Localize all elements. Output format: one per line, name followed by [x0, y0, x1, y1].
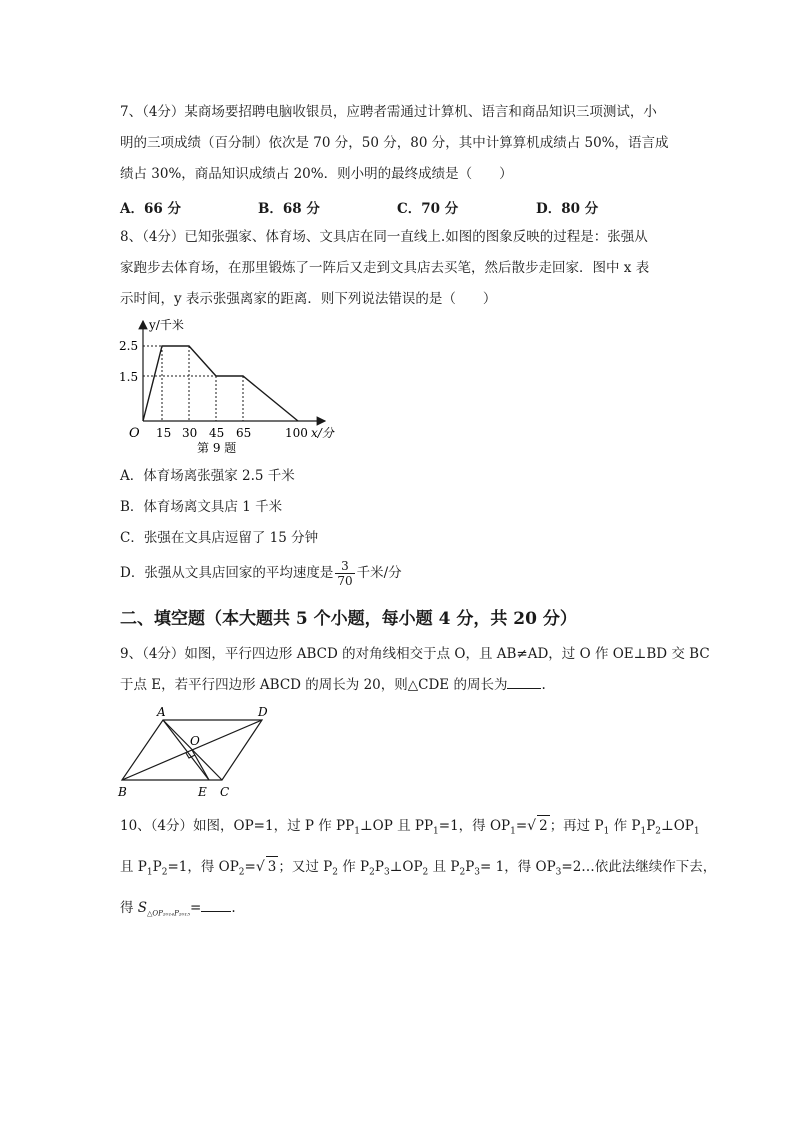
area-symbol: S: [137, 900, 148, 916]
label-d: D: [258, 705, 268, 719]
q10-sub: 1: [603, 826, 610, 837]
label-o: O: [190, 734, 200, 748]
q8-option-d-suffix: 千米/分: [356, 565, 402, 581]
q10-text: 且 P: [428, 859, 460, 875]
q9-line-2-text: 于点 E，若平行四边形 ABCD 的周长为 20，则△CDE 的周长为: [120, 677, 508, 693]
q10-text: =: [190, 900, 202, 916]
q8-option-a[interactable]: A．体育场离张强家 2.5 千米: [120, 468, 295, 484]
q10-text: P: [152, 859, 162, 875]
x-tick-45: 45: [209, 426, 225, 440]
q10-sub: 1: [146, 867, 153, 878]
q7-option-a[interactable]: A．66 分: [120, 201, 181, 217]
q10-text: .: [231, 900, 236, 916]
parallelogram-figure: [112, 703, 282, 801]
q10-line-1: [120, 815, 700, 842]
distance-time-graph: [115, 313, 355, 458]
q10-sub: 1: [693, 826, 700, 837]
x-axis-label: x/分: [311, 426, 334, 440]
x-tick-65: 65: [236, 426, 252, 440]
q10-text: ；再过 P: [549, 818, 604, 834]
q7-line-3: 绩占 30%，商品知识成绩占 20%．则小明的最终成绩是（ ）: [120, 166, 513, 182]
x-tick-30: 30: [182, 426, 198, 440]
y-axis-label: y/千米: [149, 318, 184, 332]
q10-sub: 2: [655, 826, 662, 837]
q8-option-c[interactable]: C．张强在文具店逗留了 15 分钟: [120, 530, 319, 546]
q10-text: =1，得 OP: [438, 818, 511, 834]
q10-sub: 1: [354, 826, 360, 837]
q7-option-b[interactable]: B．68 分: [258, 201, 320, 217]
q9-line-2: [120, 677, 546, 693]
sqrt-sign: √: [255, 859, 265, 875]
label-b: B: [118, 785, 127, 799]
q10-text: ⊥OP: [389, 859, 423, 875]
sqrt-3: 3: [266, 856, 279, 877]
q10-sub: 2: [238, 867, 245, 878]
q9-line-1: 9、（4分）如图，平行四边形 ABCD 的对角线相交于点 O，且 AB≠AD，过 O 作 OE⊥BD 交 BC: [120, 646, 710, 662]
q8-option-d-prefix: D．张强从文具店回家的平均速度是: [120, 565, 334, 581]
x-tick-15: 15: [156, 426, 172, 440]
q10-text: ⊥OP 且 PP: [359, 818, 434, 834]
q10-text: 得: [120, 900, 138, 916]
q10-sub: 3: [383, 867, 390, 878]
q10-sub: 2: [422, 867, 429, 878]
y-tick-1-5: 1.5: [119, 370, 139, 384]
q10-text: = 1，得 OP: [480, 859, 556, 875]
fraction-numerator: 3: [335, 559, 354, 574]
q10-text: ⊥OP: [661, 818, 694, 834]
q8-option-b[interactable]: B．体育场离文具店 1 千米: [120, 499, 283, 515]
label-e: E: [198, 785, 207, 799]
guide-lines: [143, 346, 298, 421]
y-tick-2-5: 2.5: [119, 339, 139, 353]
q10-text: P: [374, 859, 384, 875]
q7-option-c[interactable]: C．70 分: [397, 201, 459, 217]
fraction-denominator: 70: [337, 574, 353, 588]
q8-line-2: 家跑步去体育场，在那里锻炼了一阵后又走到文具店去买笔，然后散步走回家．图中 x 表: [120, 260, 650, 276]
q8-line-1: 8、（4分）已知张强家、体育场、文具店在同一直线上.如图的图象反映的过程是：张强从: [120, 229, 648, 245]
q10-text: =: [515, 818, 528, 834]
q10-text: 且 P: [120, 859, 147, 875]
sqrt-2: 2: [537, 815, 550, 836]
q8-line-3: 示时间，y 表示张强离家的距离．则下列说法错误的是（ ）: [120, 291, 497, 307]
q10-answer-blank[interactable]: [201, 901, 231, 912]
area-subscript: △OP₂₀₁₄P₂₀₁₅: [147, 909, 191, 918]
graph-caption: 第 9 题: [197, 441, 237, 455]
q10-sub: 3: [555, 867, 562, 878]
x-tick-100: 100: [285, 426, 308, 440]
origin-label: O: [129, 426, 140, 441]
fraction-3-70: [335, 559, 354, 588]
distance-line: [143, 346, 298, 421]
q10-text: =2…依此法继续作下去，: [561, 859, 717, 875]
q10-sub: 3: [474, 867, 481, 878]
q9-period: .: [541, 677, 546, 693]
q10-text: P: [646, 818, 656, 834]
q10-line-2: [120, 856, 716, 883]
q8-option-d[interactable]: [120, 558, 402, 588]
q7-option-d[interactable]: D．80 分: [536, 201, 599, 217]
q10-sub: 2: [161, 867, 168, 878]
q10-sub: 1: [433, 826, 439, 837]
sqrt-sign: √: [527, 818, 537, 834]
q10-text: ；又过 P: [278, 859, 333, 875]
q9-answer-blank[interactable]: [507, 678, 541, 689]
label-c: C: [220, 785, 230, 799]
q10-text: P: [465, 859, 475, 875]
q7-line-2: 明的三项成绩（百分制）依次是 70 分，50 分，80 分，其中计算算机成绩占 50%，语言成: [120, 135, 669, 151]
q10-sub: 2: [369, 867, 375, 878]
q10-sub: 1: [510, 826, 516, 837]
q10-line-3: [120, 898, 236, 924]
q10-text: 10、（4分）如图，OP=1，过 P 作 PP: [120, 818, 355, 834]
section-2-heading: 二、填空题（本大题共 5 个小题，每小题 4 分，共 20 分）: [120, 609, 577, 629]
q10-sub: 2: [332, 867, 338, 878]
q10-text: 作 P: [337, 859, 370, 875]
q7-line-1: 7、（4分）某商场要招聘电脑收银员，应聘者需通过计算机、语言和商品知识三项测试，小: [120, 104, 657, 120]
q10-text: =1，得 OP: [167, 859, 239, 875]
q10-sub: 2: [459, 867, 466, 878]
q10-text: 作 P: [609, 818, 641, 834]
segment-ae: [163, 720, 209, 780]
label-a: A: [157, 705, 166, 719]
q10-sub: 1: [640, 826, 647, 837]
q10-text: =: [244, 859, 256, 875]
